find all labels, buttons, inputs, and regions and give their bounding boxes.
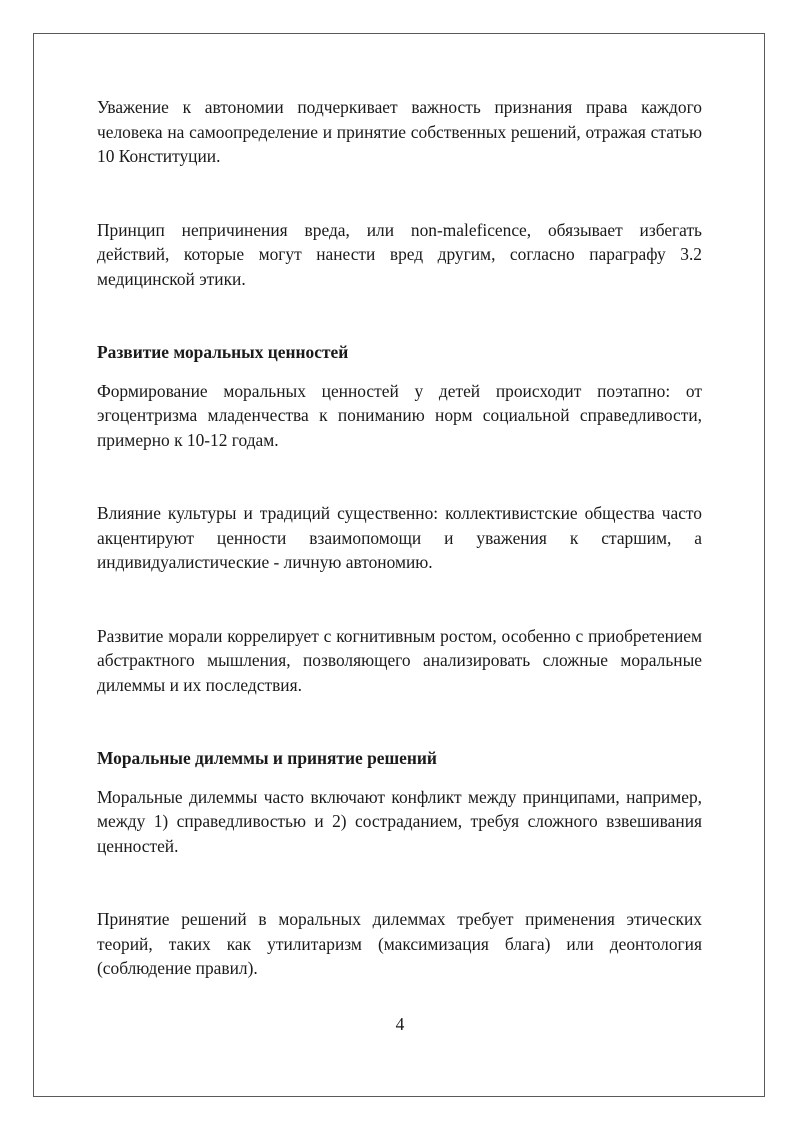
section-heading-moral-dilemmas: Моральные дилеммы и принятие решений — [97, 748, 437, 768]
paragraph-non-maleficence: Принцип непричинения вреда, или non-maleficence, обязывает избегать действий, которые могут нанести вред другим, согласно параграфу 3.2 медицинской этики. — [97, 219, 702, 289]
page-content — [97, 95, 702, 981]
paragraph-cognitive-growth: Развитие морали коррелирует с когнитивным ростом, особенно с приобретением абстрактного мышления, позволяющего анализировать сложные моральные дилеммы и их последствия. — [97, 625, 702, 695]
paragraph-dilemma-conflict: Моральные дилеммы часто включают конфликт между принципами, например, между 1) справедливостью и 2) состраданием, требуя сложного взвешивания ценностей. — [97, 786, 702, 856]
section-heading-moral-development: Развитие моральных ценностей — [97, 342, 349, 362]
paragraph-culture-influence: Влияние культуры и традиций существенно: коллективистские общества часто акцентируют ценности взаимопомощи и уважения к старшим, а индивидуалистические - личную автономию. — [97, 503, 702, 572]
paragraph-decision-making: Принятие решений в моральных дилеммах требует применения этических теорий, таких как утилитаризм (максимизация блага) или деонтология (соблюдение правил). — [97, 909, 702, 978]
page-number: 4 — [395, 1014, 405, 1034]
paragraph-autonomy: Уважение к автономии подчеркивает важность признания права каждого человека на самоопределение и принятие собственных решений, отражая статью 10 Конституции. — [97, 97, 702, 166]
paragraph-moral-formation: Формирование моральных ценностей у детей происходит поэтапно: от эгоцентризма младенчества к пониманию норм социальной справедливости, примерно к 10-12 годам. — [97, 380, 702, 450]
